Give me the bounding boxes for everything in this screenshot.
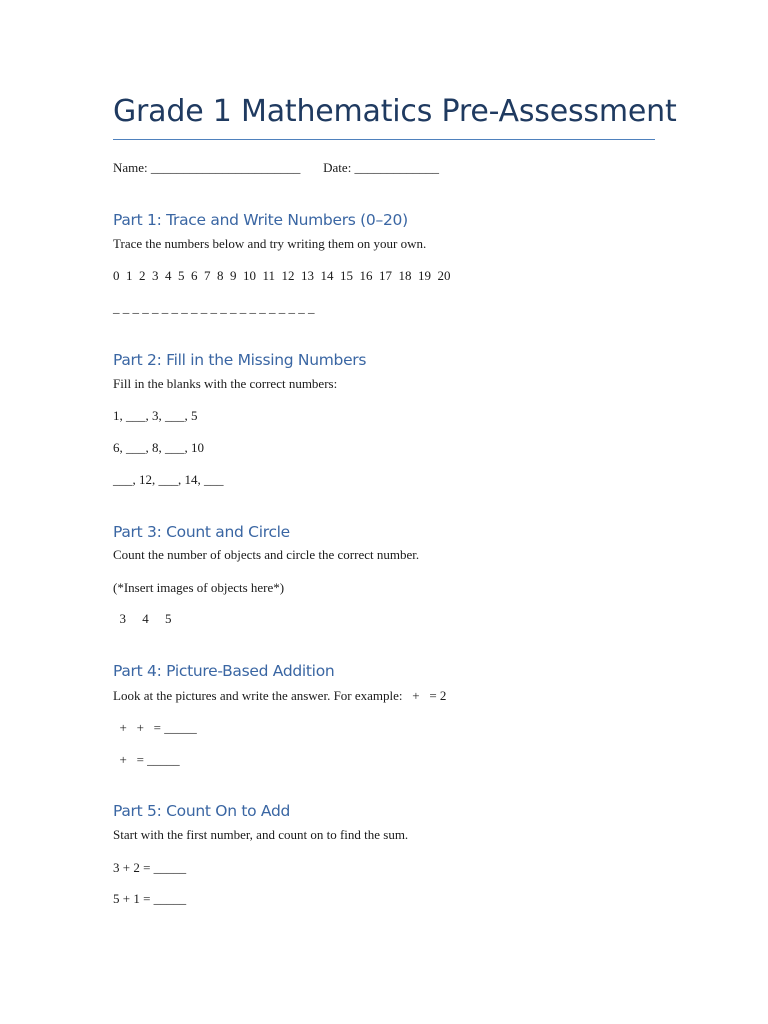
part5-heading: Part 5: Count On to Add (113, 802, 291, 820)
part2-line-2: 6, ___, 8, ___, 10 (113, 440, 204, 455)
part2-instruction: Fill in the blanks with the correct numbers: (113, 376, 338, 391)
part3-note: (*Insert images of objects here*) (113, 580, 285, 595)
document-title: Grade 1 Mathematics Pre-Assessment (113, 94, 677, 129)
part2-line-1: 1, ___, 3, ___, 5 (113, 408, 198, 423)
part5-line-2: 5 + 1 = _____ (113, 891, 187, 906)
part4-instruction: Look at the pictures and write the answer. For example: + = 2 (113, 688, 447, 703)
part4-line-1: + + = _____ (113, 720, 197, 735)
part1-instruction: Trace the numbers below and try writing them on your own. (113, 236, 427, 251)
part4-heading: Part 4: Picture-Based Addition (113, 662, 335, 680)
part3-heading: Part 3: Count and Circle (113, 523, 290, 541)
part1-numbers: 0 1 2 3 4 5 6 7 8 9 10 11 12 13 14 15 16 17 18 19 20 (113, 268, 451, 283)
part3-instruction: Count the number of objects and circle the correct number. (113, 547, 420, 562)
part1-heading: Part 1: Trace and Write Numbers (0–20) (113, 211, 408, 229)
part5-line-1: 3 + 2 = _____ (113, 860, 187, 875)
part4-line-2: + = _____ (113, 752, 180, 767)
part1-trace-dashes: _ _ _ _ _ _ _ _ _ _ _ _ _ _ _ _ _ _ _ _ _ (113, 300, 315, 315)
part3-choices: 3 4 5 (113, 611, 172, 626)
name-date-line: Name: _______________________ Date: _____________ (113, 160, 440, 175)
part5-instruction: Start with the first number, and count on to find the sum. (113, 827, 409, 842)
part2-heading: Part 2: Fill in the Missing Numbers (113, 351, 367, 369)
part2-line-3: ___, 12, ___, 14, ___ (113, 472, 224, 487)
title-underline (113, 139, 655, 140)
